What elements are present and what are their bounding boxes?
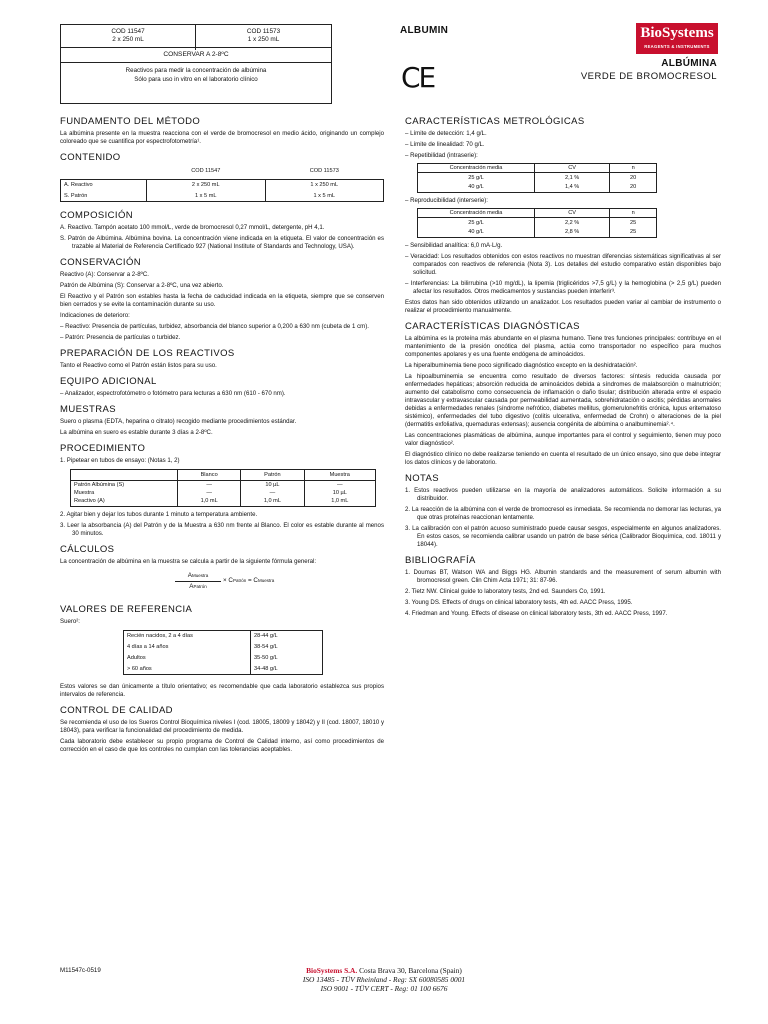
conservacion-p1: Reactivo (A): Conservar a 2-8ºC.: [60, 271, 149, 278]
conservacion-item: – Reactivo: Presencia de partículas, turbidez, absorbancia del blanco superior a 0,200 a 630 nm (cubeta de 1 cm).: [60, 323, 369, 330]
diag-p5: El diagnóstico clínico no debe realizarse teniendo en cuenta el resultado de un único ensayo, sino que debe integrar los datos clínicos y de laboratorio.: [405, 451, 721, 466]
fundamento-text: La albúmina presente en la muestra reacciona con el verde de bromocresol en medio ácido, originando un complejo coloreado que se cuantifica por espectrofotometría¹.: [60, 130, 384, 145]
metro-l1: – Límite de detección: 1,4 g/L.: [405, 130, 487, 137]
valores-cell: 35-50 g/L: [251, 653, 323, 664]
valores-row-label: Recién nacidos, 2 a 4 días: [127, 633, 193, 640]
section-control-title: CONTROL DE CALIDAD: [60, 705, 173, 716]
nota-item: 2. La reacción de la albúmina con el verde de bromocresol es inmediata. Se recomienda no demorar las lecturas, ya que otras proteínas reaccionan lentamente.: [405, 506, 721, 521]
biblio-item: 3. Young DS. Effects of drugs on clinical laboratory tests, 4th ed. AACC Press, 1995.: [405, 599, 633, 606]
ce-mark: CE: [401, 61, 435, 94]
contenido-col-2: COD 11573: [309, 168, 339, 174]
calculos-formula: [60, 570, 384, 598]
valores-cell: 38-54 g/L: [251, 642, 323, 653]
section-fundamento-title: FUNDAMENTO DEL MÉTODO: [60, 116, 201, 127]
valores-text: Estos valores se dan únicamente a título orientativo; es recomendable que cada laboratorio establezca sus propios intervalos de referencia.: [60, 683, 384, 698]
formula-eq: = C: [248, 577, 258, 584]
rep-cell: 40 g/L: [468, 184, 484, 191]
code-box: [60, 24, 332, 104]
rep-cell: 20: [610, 183, 657, 193]
equipo-text: – Analizador, espectrofotómetro o fotómetro para lecturas a 630 nm (610 - 670 nm).: [60, 390, 286, 397]
footer-iso-1: ISO 13485 - TÜV Rheinland - Reg: SX 60080585 0001: [302, 975, 466, 984]
formula-num: A: [187, 572, 192, 579]
rep-head: CV: [535, 164, 610, 173]
repro-cell: 40 g/L: [468, 229, 484, 236]
procedimiento-table: [70, 469, 376, 507]
contenido-table: [60, 166, 384, 202]
procedimiento-step-1: 1. Pipetear en tubos de ensayo: (Notas 1, 2): [60, 457, 180, 464]
nota-item: 3. La calibración con el patrón acuoso suministrado puede causar sesgos, especialmente en algunos analizadores. En estos casos, se recomienda calibrar usando un patrón de base sérica (Calibrador Bioquímica, cod. 18011 y 18044).: [405, 525, 721, 548]
right-column: [405, 116, 721, 621]
rep-cell: 20: [610, 173, 657, 183]
formula-res-sub: Muestra: [257, 578, 275, 583]
preparacion-text: Tanto el Reactivo como el Patrón están listos para su uso.: [60, 362, 217, 369]
size-1: 2 x 250 mL: [112, 36, 144, 43]
repro-cell: 25: [610, 218, 657, 228]
proc-cell: 1,0 mL: [241, 497, 304, 507]
contenido-col-1: COD 11547: [191, 168, 221, 174]
contenido-row-label: S. Patrón: [61, 191, 147, 202]
section-notas-title: NOTAS: [405, 473, 440, 484]
footer-iso-2: ISO 9001 - TÜV CERT - Reg: 01 100 6676: [320, 984, 448, 993]
metro-l5: – Sensibilidad analítica: 6,0 mA·L/g.: [405, 242, 503, 249]
composicion-item: S. Patrón de Albúmina. Albúmina bovina. La concentración viene indicada en la etiqueta. El valor de concentración es trazable al Material de Referencia Certificado 927 (National Institute of Standards and Technology, USA).: [60, 235, 384, 250]
section-diagnosticas-title: CARACTERÍSTICAS DIAGNÓSTICAS: [405, 321, 580, 332]
rep-cell: 2,1 %: [535, 173, 610, 183]
diag-p1: La albúmina es la proteína más abundante en el plasma humano. Tiene tres funciones principales: contribuye en el mantenimiento de la presión oncótica del plasma, actúa como transportador no específico para muchos componentes apolares y es una fuente endógena de aminoácidos.: [405, 335, 721, 358]
proc-row-label: Patrón Albúmina (S): [74, 481, 125, 488]
valores-row-label: 4 días a 14 años: [127, 644, 169, 650]
repro-cell: 2,8 %: [535, 228, 610, 238]
valores-row-label: > 60 años: [127, 665, 152, 672]
repro-cell: 25 g/L: [468, 219, 484, 226]
proc-row-label: Muestra: [74, 489, 95, 496]
footer-company: BioSystems S.A.: [306, 966, 358, 975]
formula-den: A: [189, 583, 194, 590]
conservacion-item: – Patrón: Presencia de partículas o turbidez.: [60, 334, 181, 341]
size-2: 1 x 250 mL: [247, 36, 280, 43]
section-contenido-title: CONTENIDO: [60, 152, 121, 163]
metro-l3: – Repetibilidad (intraserie):: [405, 152, 478, 159]
proc-cell: 10 µL: [304, 489, 375, 497]
section-conservacion-title: CONSERVACIÓN: [60, 257, 141, 268]
footer-address: Costa Brava 30, Barcelona (Spain): [357, 966, 462, 975]
section-bibliografia-title: BIBLIOGRAFÍA: [405, 555, 476, 566]
rep-head: Concentración media: [449, 165, 503, 171]
control-p1: Se recomienda el uso de los Sueros Control Bioquímica niveles I (cod. 18005, 18009 y 18042) y II (cod. 18007, 18010 y 18043), para verificar la funcionalidad del procedimiento de medida.: [60, 719, 384, 734]
biblio-item: 1. Doumas BT, Watson WA and Biggs HG. Albumin standards and the measurement of serum albumin with bromocresol green. Clin Chim Acta 1971; 31: 87-96.: [405, 569, 721, 584]
metro-l7: – Interferencias: La bilirrubina (>10 mg/dL), la lipemia (triglicéridos >7,5 g/L) y la hemoglobina (> 2,5 g/L) pueden afectar los resultados. Otros medicamentos y sustancias pueden interferir³.: [405, 280, 721, 295]
section-calculos-title: CÁLCULOS: [60, 544, 115, 555]
metro-l8: Estos datos han sido obtenidos utilizando un analizador. Los resultados pueden variar al cambiar de instrumento o realizar el procedimiento manualmente.: [405, 299, 721, 314]
valores-table: [123, 630, 323, 675]
diag-p3: La hipoalbuminemia se encuentra como resultado de diversos factores: síntesis reducida causada por enfermedades hepáticas; absorción reducida de aminoácidos debida a síndromes de malabsorción o malnutrición; aumento del catabolismo como consecuencia de inflamación o daño tisular; distribución alterada entre el espacio intravascular y extravascular causada por permeabilidad aumentada, sobrehidratación o ascitis; pérdidas anormales debidas a enfermedades renales (síndrome nefrótico, diabetes mellitus, glomerulonefritis crónica, lupus eritematoso sistémico), enfermedades del tubo digestivo (colitis ulcerativa, enfermedad de Crohn) o alteraciones de la piel (dermatitis exfoliativa, quemaduras extensas); ausencia congénita de albúmina o analbuminemia²˒⁴.: [405, 373, 721, 428]
cod-1: COD 11547: [111, 28, 145, 35]
conservacion-p3: El Reactivo y el Patrón son estables hasta la fecha de caducidad indicada en la etiqueta, siempre que se conserven bien cerrados y se evite la contaminación durante su uso.: [60, 293, 384, 308]
section-metrologicas-title: CARACTERÍSTICAS METROLÓGICAS: [405, 116, 585, 127]
control-p2: Cada laboratorio debe establecer su propio programa de Control de Calidad interno, así como procedimientos de corrección en el caso de que los controles no cumplan con las tolerancias aceptables.: [60, 738, 384, 753]
product-name: ALBUMIN: [400, 25, 449, 36]
metro-l6: – Veracidad: Los resultados obtenidos con estos reactivos no muestran diferencias sistemáticas significativas al ser comparados con reactivos de referencia (Nota 3). Los detalles del estudio comparativo están disponibles bajo solicitud.: [405, 253, 721, 276]
section-composicion-title: COMPOSICIÓN: [60, 210, 134, 221]
valores-cell: 34-48 g/L: [251, 664, 323, 675]
calculos-text: La concentración de albúmina en la muestra se calcula a partir de la siguiente fórmula general:: [60, 558, 317, 565]
cod-2: COD 11573: [246, 28, 281, 35]
reproducibilidad-table: [417, 208, 657, 238]
procedimiento-step-2: 2. Agitar bien y dejar los tubos durante 1 minuto a temperatura ambiente.: [60, 511, 258, 518]
proc-cell: —: [178, 481, 241, 489]
repetibilidad-table: [417, 163, 657, 193]
composicion-item: A. Reactivo. Tampón acetato 100 mmol/L, verde de bromocresol 0,27 mmol/L, detergente, pH 4,1.: [60, 224, 325, 231]
proc-cell: —: [241, 489, 304, 497]
proc-head: Patrón: [241, 470, 304, 481]
storage-label: CONSERVAR A 2-8ºC: [61, 48, 331, 63]
repro-head: CV: [535, 209, 610, 218]
biblio-item: 2. Tietz NW. Clinical guide to laboratory tests, 2nd ed. Saunders Co, 1991.: [405, 588, 606, 595]
desc-line-2: Sólo para uso in vitro en el laboratorio clínico: [134, 75, 258, 83]
conservacion-p2: Patrón de Albúmina (S): Conservar a 2-8ºC, una vez abierto.: [60, 282, 224, 289]
formula-den-sub: Patrón: [193, 584, 207, 589]
brand-logo: [636, 23, 718, 54]
section-valores-title: VALORES DE REFERENCIA: [60, 604, 193, 615]
valores-cell: 28-44 g/L: [251, 631, 323, 642]
proc-row-label: Reactivo (A): [74, 498, 105, 505]
rep-cell: 25 g/L: [468, 174, 484, 181]
formula-c-sub: Patrón: [232, 578, 247, 583]
proc-head: Blanco: [178, 470, 241, 481]
procedimiento-step-3: 3. Leer la absorbancia (A) del Patrón y de la Muestra a 630 nm frente al Blanco. El color es estable durante al menos 30 minutos.: [60, 522, 384, 537]
diag-p4: Las concentraciones plasmáticas de albúmina, aunque importantes para el control y seguimiento, tienen muy poco valor diagnóstico².: [405, 432, 721, 447]
brand-tagline: REAGENTS & INSTRUMENTS: [644, 44, 710, 49]
metro-l4: – Reproducibilidad (interserie):: [405, 197, 488, 204]
section-muestras-title: MUESTRAS: [60, 404, 116, 415]
rep-cell: 1,4 %: [535, 183, 610, 193]
contenido-row-label: A. Reactivo: [61, 180, 147, 191]
brand-name: BioSystems: [640, 25, 714, 41]
contenido-cell: 1 x 250 mL: [265, 180, 384, 191]
valores-suero: Suero²:: [60, 618, 80, 625]
contenido-cell: 1 x 5 mL: [147, 191, 266, 202]
proc-cell: 10 µL: [241, 481, 304, 489]
contenido-cell: 2 x 250 mL: [147, 180, 266, 191]
proc-head: Muestra: [304, 470, 375, 481]
footer-block: [200, 966, 568, 993]
formula-mult: × C: [223, 577, 233, 584]
repro-cell: 2,2 %: [535, 218, 610, 228]
page-title: ALBÚMINA: [661, 58, 717, 69]
proc-cell: —: [304, 481, 375, 489]
page-subtitle: VERDE DE BROMOCRESOL: [580, 71, 717, 82]
nota-item: 1. Estos reactivos pueden utilizarse en la mayoría de analizadores automáticos. Solicite información a su distribuidor.: [405, 487, 721, 502]
desc-line-1: Reactivos para medir la concentración de albúmina: [125, 67, 267, 74]
repro-head: Concentración media: [449, 210, 503, 216]
proc-cell: —: [178, 489, 241, 497]
footer-code: M11547c-0519: [60, 967, 101, 974]
left-column: [60, 116, 384, 757]
repro-cell: 25: [610, 228, 657, 238]
biblio-item: 4. Friedman and Young. Effects of disease on clinical laboratory tests, 3th ed. AACC Press, 1997.: [405, 610, 668, 617]
formula-num-sub: Muestra: [191, 573, 209, 578]
contenido-cell: 1 x 5 mL: [265, 191, 384, 202]
rep-head: n: [610, 164, 657, 173]
proc-cell: 1,0 mL: [178, 497, 241, 507]
diag-p2: La hiperalbuminemia tiene poco significado diagnóstico excepto en la deshidratación².: [405, 362, 638, 369]
metro-l2: – Límite de linealidad: 70 g/L.: [405, 141, 485, 148]
section-preparacion-title: PREPARACIÓN DE LOS REACTIVOS: [60, 348, 235, 359]
section-equipo-title: EQUIPO ADICIONAL: [60, 376, 157, 387]
muestras-p2: La albúmina en suero es estable durante 3 días a 2-8ºC.: [60, 429, 213, 436]
section-procedimiento-title: PROCEDIMIENTO: [60, 443, 146, 454]
valores-row-label: Adultos: [127, 655, 146, 661]
muestras-p1: Suero o plasma (EDTA, heparina o citrato) recogido mediante procedimientos estándar.: [60, 418, 297, 425]
conservacion-p4: Indicaciones de deterioro:: [60, 312, 130, 319]
proc-cell: 1,0 mL: [304, 497, 375, 507]
repro-head: n: [610, 209, 657, 218]
